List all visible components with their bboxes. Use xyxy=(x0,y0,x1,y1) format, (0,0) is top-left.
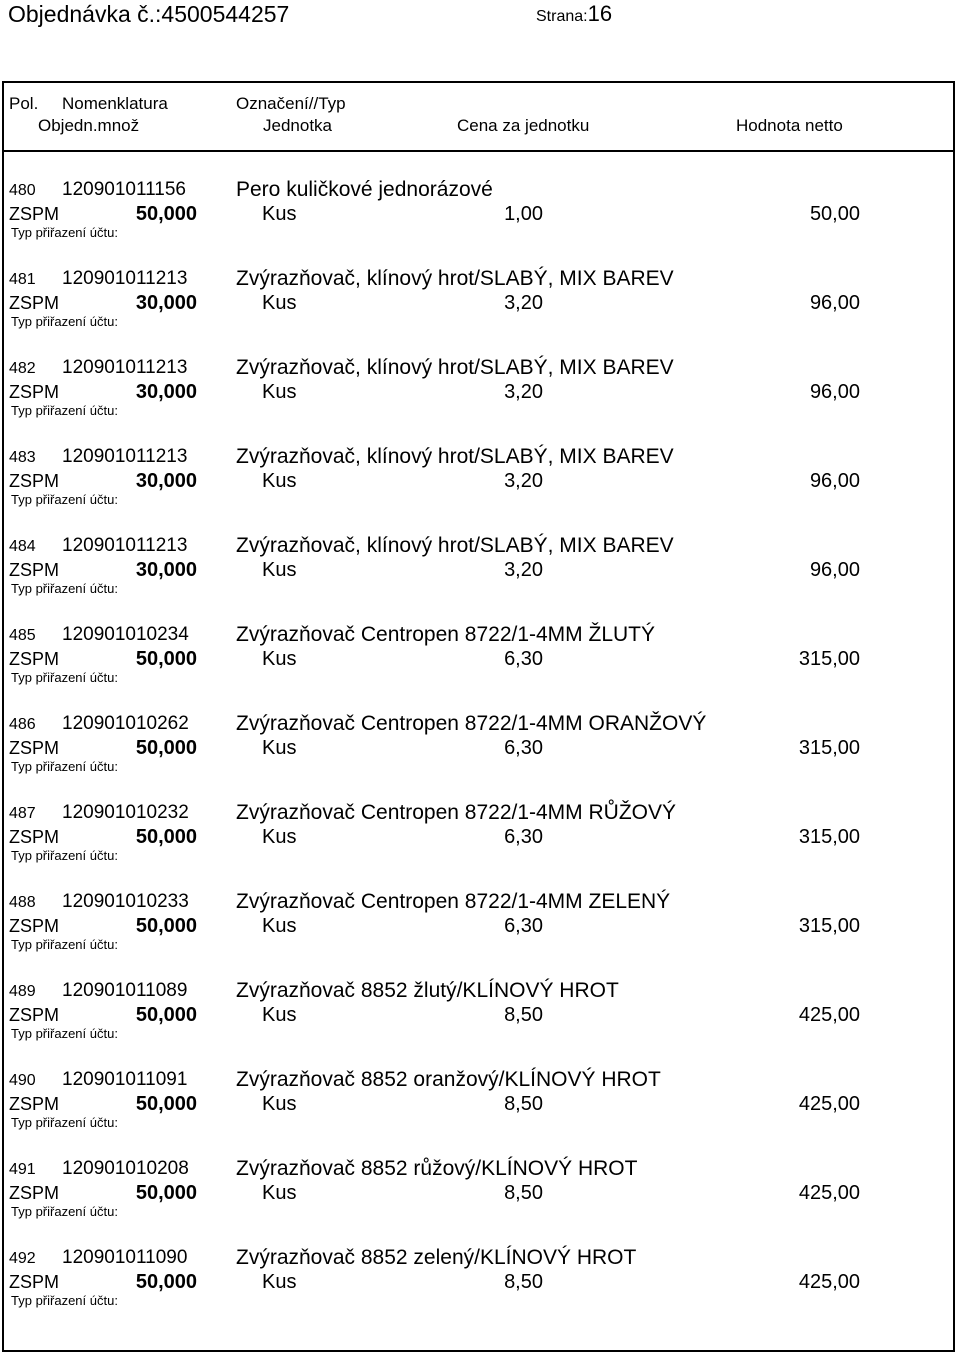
item-position: 491 xyxy=(9,1161,36,1178)
item-position: 490 xyxy=(9,1072,36,1089)
table-row xyxy=(0,792,960,881)
item-unit-price: 6,30 xyxy=(504,648,543,670)
item-description: Zvýrazňovač Centropen 8722/1-4MM RŮŽOVÝ xyxy=(236,801,677,824)
item-position: 492 xyxy=(9,1250,36,1267)
item-description: Zvýrazňovač 8852 žlutý/KLÍNOVÝ HROT xyxy=(236,979,619,1002)
item-unit: Kus xyxy=(262,1182,297,1204)
item-net-value: 96,00 xyxy=(809,559,860,581)
table-row xyxy=(0,347,960,436)
item-description: Zvýrazňovač 8852 oranžový/KLÍNOVÝ HROT xyxy=(236,1068,661,1091)
item-account-assignment: Typ přiřazení účtu: xyxy=(11,225,118,240)
item-position: 483 xyxy=(9,449,36,466)
item-description: Zvýrazňovač 8852 zelený/KLÍNOVÝ HROT xyxy=(236,1246,637,1269)
item-quantity: 50,000 xyxy=(135,826,197,848)
item-account-assignment: Typ přiřazení účtu: xyxy=(11,403,118,418)
item-position: 488 xyxy=(9,894,36,911)
item-unit: Kus xyxy=(262,1004,297,1026)
item-description: Zvýrazňovač 8852 růžový/KLÍNOVÝ HROT xyxy=(236,1157,638,1180)
item-type: ZSPM xyxy=(9,1272,60,1292)
item-quantity: 50,000 xyxy=(135,1182,197,1204)
item-position: 480 xyxy=(9,182,36,199)
item-account-assignment: Typ přiřazení účtu: xyxy=(11,759,118,774)
item-type: ZSPM xyxy=(9,471,60,491)
item-account-assignment: Typ přiřazení účtu: xyxy=(11,937,118,952)
item-code: 120901010234 xyxy=(62,624,189,645)
item-account-assignment: Typ přiřazení účtu: xyxy=(11,581,118,596)
item-net-value: 315,00 xyxy=(798,915,860,937)
table-row xyxy=(0,1237,960,1326)
item-position: 481 xyxy=(9,271,36,288)
item-net-value: 315,00 xyxy=(798,826,860,848)
item-description: Zvýrazňovač, klínový hrot/SLABÝ, MIX BAREV xyxy=(236,534,674,557)
item-type: ZSPM xyxy=(9,382,60,402)
item-unit-price: 8,50 xyxy=(504,1182,543,1204)
item-code: 120901010262 xyxy=(62,713,189,734)
item-net-value: 425,00 xyxy=(798,1182,860,1204)
item-description: Zvýrazňovač Centropen 8722/1-4MM ZELENÝ xyxy=(236,890,671,913)
item-unit: Kus xyxy=(262,470,297,492)
item-account-assignment: Typ přiřazení účtu: xyxy=(11,1026,118,1041)
item-unit: Kus xyxy=(262,559,297,581)
item-quantity: 30,000 xyxy=(135,292,197,314)
item-code: 120901011091 xyxy=(62,1069,188,1090)
table-row xyxy=(0,614,960,703)
item-unit-price: 3,20 xyxy=(504,381,543,403)
item-description: Zvýrazňovač, klínový hrot/SLABÝ, MIX BAREV xyxy=(236,445,674,468)
item-code: 120901011156 xyxy=(62,179,186,200)
item-quantity: 30,000 xyxy=(135,559,197,581)
item-quantity: 30,000 xyxy=(135,381,197,403)
item-type: ZSPM xyxy=(9,738,60,758)
item-unit-price: 6,30 xyxy=(504,915,543,937)
item-type: ZSPM xyxy=(9,1094,60,1114)
item-description: Zvýrazňovač, klínový hrot/SLABÝ, MIX BAREV xyxy=(236,267,674,290)
page-label: Strana: xyxy=(536,8,588,25)
item-type: ZSPM xyxy=(9,1183,60,1203)
item-code: 120901010233 xyxy=(62,891,189,912)
item-quantity: 50,000 xyxy=(135,737,197,759)
item-net-value: 425,00 xyxy=(798,1004,860,1026)
item-unit-price: 8,50 xyxy=(504,1271,543,1293)
item-position: 485 xyxy=(9,627,36,644)
item-unit-price: 8,50 xyxy=(504,1004,543,1026)
header-pos: Pol. xyxy=(9,94,39,113)
item-code: 120901011089 xyxy=(62,980,188,1001)
item-account-assignment: Typ přiřazení účtu: xyxy=(11,848,118,863)
item-position: 486 xyxy=(9,716,36,733)
item-description: Zvýrazňovač Centropen 8722/1-4MM ORANŽOVÝ xyxy=(236,712,707,735)
item-unit: Kus xyxy=(262,203,297,225)
item-unit-price: 6,30 xyxy=(504,826,543,848)
item-net-value: 96,00 xyxy=(809,292,860,314)
table-row xyxy=(0,703,960,792)
item-account-assignment: Typ přiřazení účtu: xyxy=(11,314,118,329)
item-description: Zvýrazňovač Centropen 8722/1-4MM ŽLUTÝ xyxy=(236,623,656,646)
item-account-assignment: Typ přiřazení účtu: xyxy=(11,1204,118,1219)
item-unit-price: 6,30 xyxy=(504,737,543,759)
table-row xyxy=(0,881,960,970)
item-quantity: 50,000 xyxy=(135,1004,197,1026)
page-number: 16 xyxy=(587,1,613,26)
item-code: 120901011213 xyxy=(62,535,188,556)
table-row xyxy=(0,169,960,258)
item-account-assignment: Typ přiřazení účtu: xyxy=(11,1115,118,1130)
header-unit: Jednotka xyxy=(263,116,332,135)
item-type: ZSPM xyxy=(9,827,60,847)
table-row xyxy=(0,1059,960,1148)
item-unit-price: 3,20 xyxy=(504,559,543,581)
item-code: 120901011213 xyxy=(62,268,188,289)
table-row xyxy=(0,970,960,1059)
item-net-value: 425,00 xyxy=(798,1271,860,1293)
table-row xyxy=(0,525,960,614)
header-divider xyxy=(2,150,955,152)
item-position: 484 xyxy=(9,538,36,555)
item-net-value: 425,00 xyxy=(798,1093,860,1115)
item-code: 120901011213 xyxy=(62,357,188,378)
header-unit-price: Cena za jednotku xyxy=(457,116,590,135)
document-title: Objednávka č.:4500544257 xyxy=(8,1,290,27)
item-quantity: 50,000 xyxy=(135,648,197,670)
item-unit: Kus xyxy=(262,737,297,759)
header-designation: Označení//Typ xyxy=(236,94,346,113)
item-account-assignment: Typ přiřazení účtu: xyxy=(11,670,118,685)
item-unit-price: 8,50 xyxy=(504,1093,543,1115)
item-code: 120901010208 xyxy=(62,1158,189,1179)
item-description: Pero kuličkové jednorázové xyxy=(236,178,493,201)
item-net-value: 50,00 xyxy=(809,203,860,225)
item-net-value: 96,00 xyxy=(809,470,860,492)
item-net-value: 96,00 xyxy=(809,381,860,403)
table-row xyxy=(0,436,960,525)
page-indicator xyxy=(536,1,613,27)
item-type: ZSPM xyxy=(9,293,60,313)
item-unit: Kus xyxy=(262,648,297,670)
item-quantity: 50,000 xyxy=(135,1093,197,1115)
item-type: ZSPM xyxy=(9,204,60,224)
item-description: Zvýrazňovač, klínový hrot/SLABÝ, MIX BAREV xyxy=(236,356,674,379)
item-unit: Kus xyxy=(262,826,297,848)
item-type: ZSPM xyxy=(9,1005,60,1025)
item-account-assignment: Typ přiřazení účtu: xyxy=(11,1293,118,1308)
item-position: 489 xyxy=(9,983,36,1000)
item-unit: Kus xyxy=(262,381,297,403)
item-code: 120901011213 xyxy=(62,446,188,467)
item-code: 120901010232 xyxy=(62,802,189,823)
item-unit: Kus xyxy=(262,1271,297,1293)
item-type: ZSPM xyxy=(9,560,60,580)
item-code: 120901011090 xyxy=(62,1247,188,1268)
item-net-value: 315,00 xyxy=(798,648,860,670)
item-type: ZSPM xyxy=(9,649,60,669)
item-quantity: 50,000 xyxy=(135,203,197,225)
header-nomenclature: Nomenklatura xyxy=(62,94,168,113)
header-net-value: Hodnota netto xyxy=(736,116,843,135)
item-net-value: 315,00 xyxy=(798,737,860,759)
table-row xyxy=(0,258,960,347)
item-unit-price: 3,20 xyxy=(504,292,543,314)
item-quantity: 50,000 xyxy=(135,915,197,937)
item-unit: Kus xyxy=(262,292,297,314)
item-quantity: 30,000 xyxy=(135,470,197,492)
item-quantity: 50,000 xyxy=(135,1271,197,1293)
item-unit-price: 3,20 xyxy=(504,470,543,492)
item-position: 487 xyxy=(9,805,36,822)
item-account-assignment: Typ přiřazení účtu: xyxy=(11,492,118,507)
item-unit: Kus xyxy=(262,915,297,937)
header-order-qty: Objedn.množ xyxy=(38,116,140,135)
item-unit-price: 1,00 xyxy=(504,203,543,225)
item-unit: Kus xyxy=(262,1093,297,1115)
item-type: ZSPM xyxy=(9,916,60,936)
table-row xyxy=(0,1148,960,1237)
item-position: 482 xyxy=(9,360,36,377)
